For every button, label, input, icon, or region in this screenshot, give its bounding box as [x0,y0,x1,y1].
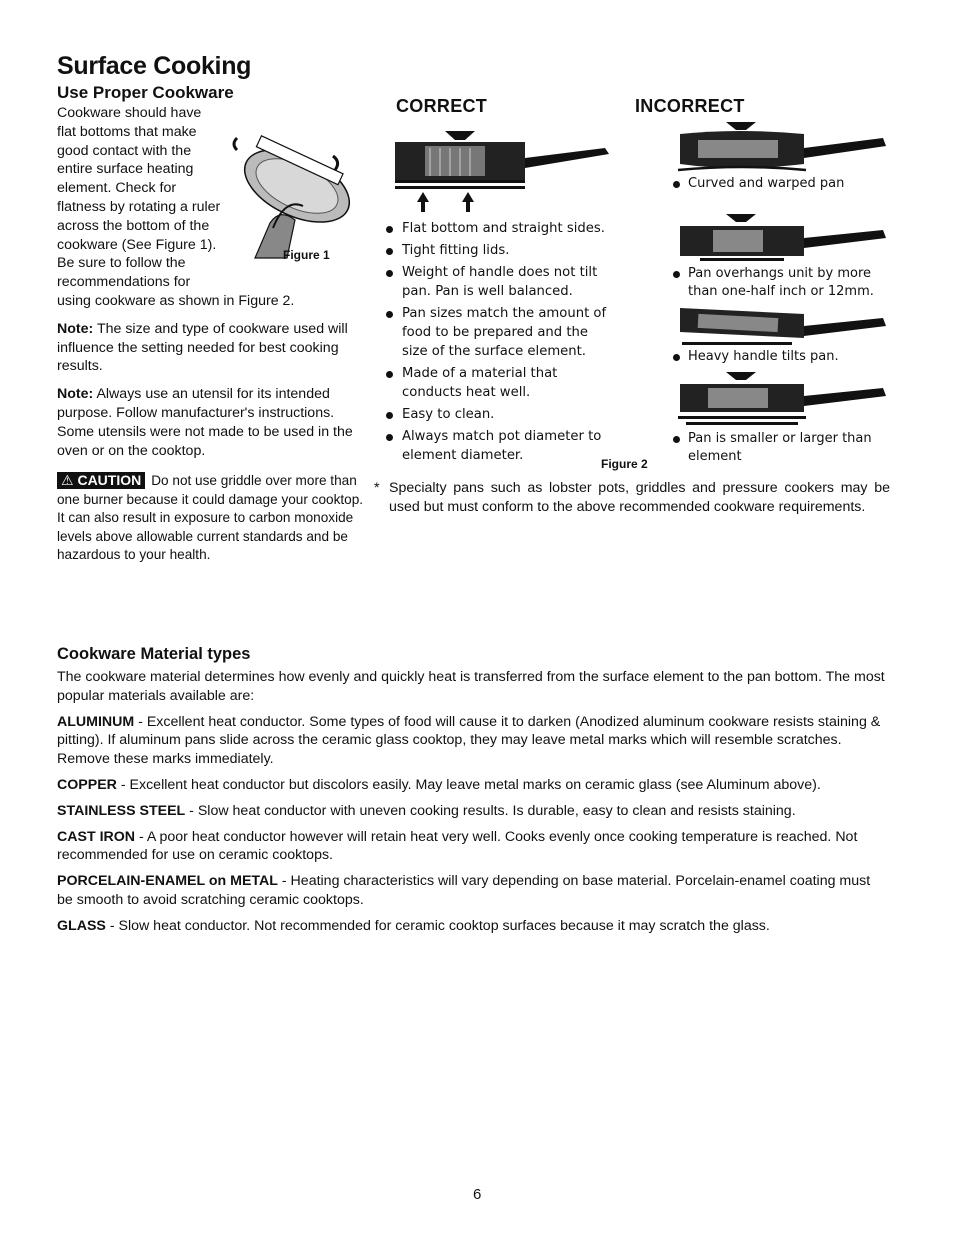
list-item: Always match pot diameter to element diameter. [384,427,612,465]
material-description: - Slow heat conductor with uneven cooking results. Is durable, easy to clean and resists staining. [185,802,796,819]
material-copper [57,776,887,795]
material-description: - A poor heat conductor however will retain heat very well. Cooks evenly once cooking temperature is reached. Not recommended for use on ceramic cooktops. [57,828,858,864]
note-label: Note: [57,320,94,337]
materials-section [57,668,887,943]
incorrect-note-overhang: Pan overhangs unit by more than one-half inch or 12mm. [672,265,898,301]
incorrect-overhang-pan [678,212,890,267]
caution-text: Do not use griddle over more than one burner because it could damage your cooktop. It can also result in exposure to carbon monoxide levels above allowable current standards and be hazardous to your health. [57,473,364,563]
incorrect-note-size: Pan is smaller or larger than element [672,430,898,466]
note-label: Note: [57,386,94,403]
incorrect-curved-pan [678,120,890,175]
material-name: GLASS [57,917,106,934]
material-name: STAINLESS STEEL [57,802,186,819]
material-cast-iron [57,828,887,866]
note-size [57,320,367,376]
note-text: Always use an utensil for its intended purpose. Follow manufacturer's instructions. Some utensils were not made to be used in the oven or on the cooktop. [57,386,353,459]
figure-2-label: Figure 2 [601,457,648,471]
correct-pan-illustration [395,128,615,218]
incorrect-note-curved: Curved and warped pan [672,175,898,193]
material-glass [57,917,887,936]
list-item: Pan sizes match the amount of food to be prepared and the size of the surface element. [384,304,612,361]
note-purpose [57,385,367,460]
material-name: PORCELAIN-ENAMEL on METAL [57,873,278,890]
material-description: - Excellent heat conductor. Some types of food will cause it to darken (Anodized aluminum cookware resists staining & pitting). If aluminum pans slide across the ceramic glass cooktop, they may leave metal marks which will resemble scratches. Remove these marks immediately. [57,713,881,768]
incorrect-note-tilt: Heavy handle tilts pan. [672,348,898,366]
footnote-star: * [374,480,380,496]
figure-1-ruler-illustration [225,128,355,263]
note-text: The size and type of cookware used will influence the setting needed for best cooking results. [57,320,348,375]
material-name: ALUMINUM [57,713,135,730]
caution-badge: ⚠ CAUTION [57,472,145,489]
figure-1-label: Figure 1 [283,248,330,262]
correct-heading: CORRECT [396,96,488,116]
incorrect-heading: INCORRECT [635,96,745,116]
section-heading-materials: Cookware Material types [57,645,251,663]
specialty-text: Specialty pans such as lobster pots, griddles and pressure cookers may be used but must conform to the above recommended cookware requirements. [389,480,890,515]
incorrect-size-pan [678,370,890,430]
list-item: Flat bottom and straight sides. [384,219,624,238]
list-item: Easy to clean. [384,405,624,424]
material-description: - Heating characteristics will vary depending on base material. Porcelain-enamel coating must be smooth to avoid scratching ceramic cooktops. [57,873,871,908]
material-name: COPPER [57,776,117,793]
incorrect-tilt-pan [678,304,890,349]
list-item: Weight of handle does not tilt pan. Pan is well balanced. [384,263,602,301]
material-porcelain-enamel [57,872,887,910]
caution-paragraph [57,472,367,565]
specialty-pans-note [374,479,890,517]
correct-criteria-list [384,219,624,468]
caution-label: CAUTION [77,472,142,489]
intro-text: Cookware should have flat bottoms that make good contact with the entire surface heating element. Check for flatness by rotating a ruler across the bottom of the cookware (See Figure 1). Be sure to follow the recommendations for using cookware as shown in Figure 2. [57,105,295,309]
materials-intro: The cookware material determines how evenly and quickly heat is transferred from the surface element to the pan bottom. The most popular materials available are: [57,669,885,704]
section-heading-proper-cookware: Use Proper Cookware [57,83,234,102]
material-aluminum [57,713,887,769]
page-number: 6 [473,1186,482,1203]
page-title: Surface Cooking [57,52,252,80]
material-name: CAST IRON [57,828,136,845]
list-item: Tight fitting lids. [384,241,624,260]
list-item: Made of a material that conducts heat well. [384,364,582,402]
material-description: - Slow heat conductor. Not recommended for ceramic cooktop surfaces because it may scratch the glass. [105,917,770,934]
material-stainless-steel [57,802,887,821]
material-description: - Excellent heat conductor but discolors easily. May leave metal marks on ceramic glass (see Aluminum above). [116,776,821,793]
